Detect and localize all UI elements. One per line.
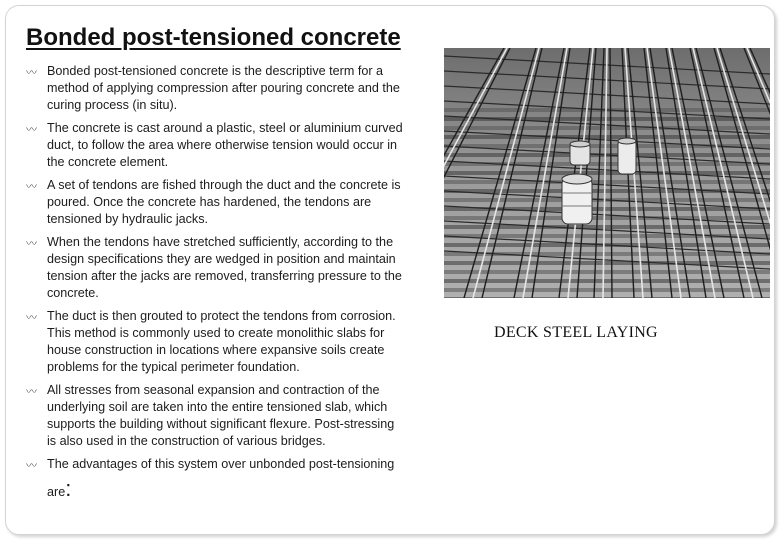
wavy-dash-icon: 〰 bbox=[26, 123, 37, 136]
deck-shadow bbox=[444, 297, 770, 298]
deck-shadow bbox=[444, 216, 770, 220]
image-caption: DECK STEEL LAYING bbox=[494, 324, 658, 341]
wavy-dash-icon: 〰 bbox=[26, 66, 37, 79]
wavy-dash-icon: 〰 bbox=[26, 385, 37, 398]
wavy-dash-icon: 〰 bbox=[26, 459, 37, 472]
bullet-item: 〰 A set of tendons are fished through the duct and the concrete is poured. Once the concrete has hardened, the tendons are tensioned by hydraulic jacks. bbox=[26, 178, 401, 226]
bullet-item: 〰 The advantages of this system over unbonded post-tensioning are: bbox=[26, 457, 395, 501]
bar-chair-3 bbox=[618, 138, 636, 174]
deck-steel-image bbox=[444, 48, 770, 298]
deck-shadow bbox=[444, 261, 770, 265]
bullet-item: 〰 Bonded post-tensioned concrete is the descriptive term for a method of applying compression after pouring concrete and the curing process (in situ). bbox=[26, 64, 400, 112]
deck-shadow bbox=[444, 270, 770, 274]
bar-chair-2 bbox=[570, 141, 590, 165]
bullet-item: 〰 All stresses from seasonal expansion and contraction of the underlying soil are taken into the entire tensioned slab, which supports the building without significant flexure. Post-stressing is also used in the construction of various bridges. bbox=[26, 383, 395, 448]
slide bbox=[5, 5, 775, 535]
deck-steel-photo bbox=[444, 48, 770, 298]
bullet-item: 〰 The concrete is cast around a plastic, steel or aluminium curved duct, to follow the area where otherwise tension would occur in the concrete element. bbox=[26, 121, 403, 169]
deck-shadow bbox=[444, 126, 770, 130]
deck-shadow bbox=[444, 288, 770, 292]
bar-chair-1 bbox=[562, 174, 592, 224]
bullet-item: 〰 The duct is then grouted to protect the tendons from corrosion. This method is commonly used to create monolithic slabs for house construction in locations where expansive soils create problems for the typical perimeter foundation. bbox=[26, 309, 396, 374]
wavy-dash-icon: 〰 bbox=[26, 237, 37, 250]
wavy-dash-icon: 〰 bbox=[26, 311, 37, 324]
deck-shadow bbox=[444, 135, 770, 139]
wavy-dash-icon: 〰 bbox=[26, 180, 37, 193]
slide-title: Bonded post-tensioned concrete bbox=[26, 24, 401, 51]
deck-shadow bbox=[444, 180, 770, 184]
bullet-item: 〰 When the tendons have stretched sufficiently, according to the design specifications they are wedged in position and maintain tension after the jacks are removed, transferring pressure to the concrete. bbox=[26, 235, 402, 300]
bullet-list bbox=[25, 63, 447, 501]
deck-shadow bbox=[444, 171, 770, 175]
